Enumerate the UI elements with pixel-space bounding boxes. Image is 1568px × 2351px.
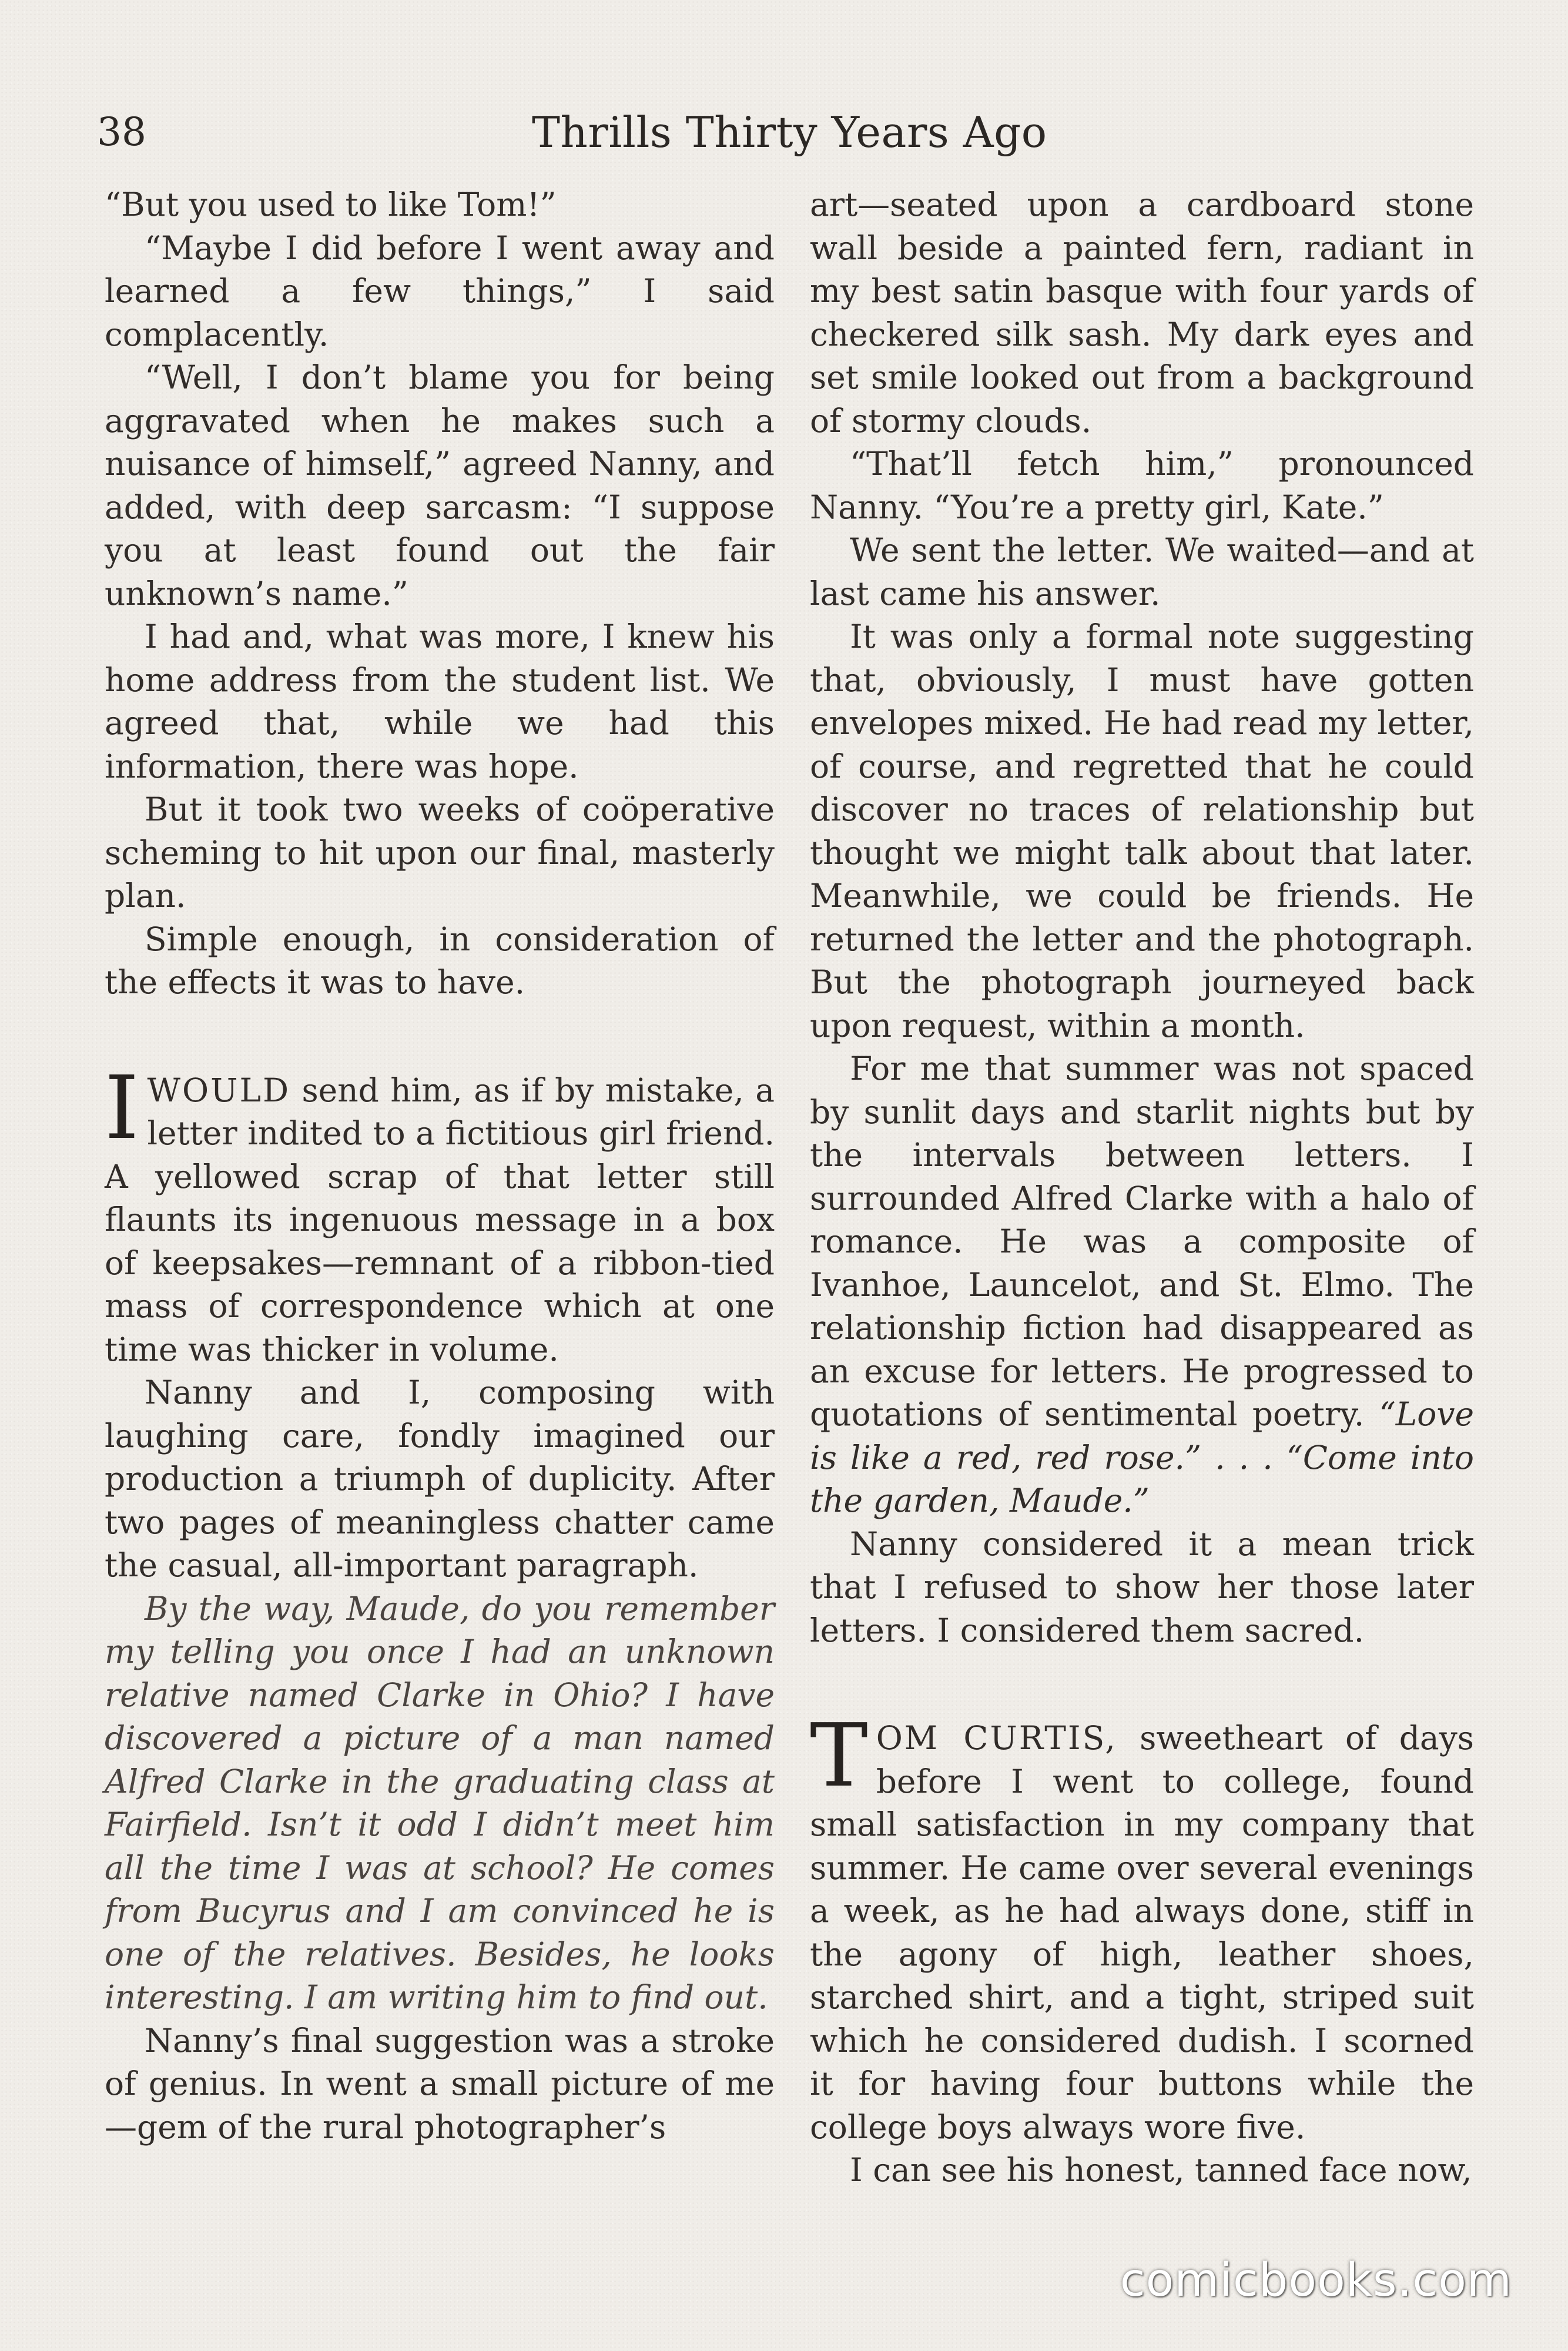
drop-cap: T (810, 1705, 868, 1806)
paragraph: art—seated upon a cardboard stone wall beside a painted fern, radiant in my best satin basque with four yards of checkered silk sash. My dark eyes and set smile looked out from a background of stormy clouds. (810, 186, 1474, 440)
right-column (810, 183, 1474, 2192)
paragraph-text: sweetheart of days before I went to college, found small satisfaction in my company that summer. He came over several evenings a week, as he had always done, stiff in the agony of high, leather shoes, starched shirt, and a tight, striped suit which he considered dudish. I scorned it for having four buttons while the college boys always wore five. (810, 1719, 1474, 2146)
paragraph: It was only a formal note suggesting that, obviously, I must have gotten envelopes mixed. He had read my letter, of course, and regretted that he could discover no traces of relationship but thought we might talk about that later. Meanwhile, we could be friends. He returned the letter and the photograph. But the photograph journeyed back upon request, within a month. (810, 618, 1474, 1044)
paragraph: “Well, I don’t blame you for being aggravated when he makes such a nuisance of himself,” agreed Nanny, and added, with deep sarcasm: “I suppose you at least found out the fair unknown’s name.” (105, 359, 775, 612)
paragraph-text: For me that summer was not spaced by sunlit days and starlit nights but by the intervals between letters. I surrounded Alfred Clarke with a halo of romance. He was a composite of Ivanhoe, Launcelot, and St. Elmo. The relationship fiction had disappeared as an excuse for letters. He progressed to quotations of sentimental poetry. (810, 1050, 1474, 1433)
paragraph: We sent the letter. We waited—and at last came his answer. (810, 531, 1474, 612)
running-head (97, 97, 1047, 168)
paragraph: I had and, what was more, I knew his home address from the student list. We agreed that, while we had this information, there was hope. (105, 618, 775, 785)
drop-cap: I (105, 1057, 139, 1158)
paragraph: “Maybe I did before I went away and learned a few things,” I said complacently. (105, 229, 775, 353)
poetry-quotation: “Love is like a red, red rose.” . . . “Come into the garden, Maude.” (810, 1395, 1474, 1519)
paragraph: I can see his honest, tanned face now, (850, 2151, 1472, 2189)
paragraph: But it took two weeks of coöperative scheming to hit upon our final, masterly plan. (105, 791, 775, 915)
quoted-letter: By the way, Maude, do you remember my telling you once I had an unknown relative named Clarke in Ohio? I have discovered a picture of a man named Alfred Clarke in the graduating class at Fairfield. Isn’t it odd I didn’t meet him all the time I was at school? He comes from Bucyrus and I am convinced he is one of the relatives. Besides, he looks interesting. I am writing him to find out. (105, 1589, 775, 2016)
paragraph: “That’ll fetch him,” pronounced Nanny. “You’re a pretty girl, Kate.” (810, 445, 1474, 526)
small-caps-lead: OM CURTIS, (876, 1719, 1117, 1757)
paragraph: Nanny and I, composing with laughing care, fondly imagined our production a triumph of duplicity. After two pages of meaningless chatter came the casual, all-important paragraph. (105, 1374, 775, 1584)
paragraph: Nanny considered it a mean trick that I refused to show her those later letters. I considered them sacred. (810, 1525, 1474, 1649)
paragraph (810, 1047, 1474, 1523)
paragraph: “But you used to like Tom!” (105, 186, 557, 223)
small-caps-lead: WOULD (147, 1071, 291, 1109)
running-title: Thrills Thirty Years Ago (532, 108, 1047, 157)
section-opening-paragraph (105, 1057, 775, 1372)
page-number: 38 (97, 109, 146, 155)
paragraph: Simple enough, in consideration of the effects it was to have. (105, 920, 775, 1001)
paragraph: Nanny’s final suggestion was a stroke of genius. In went a small picture of me—gem of the rural photographer’s (105, 2021, 775, 2146)
section-opening-paragraph (810, 1705, 1474, 2149)
paragraph-text: send him, as if by mistake, a letter indited to a fictitious girl friend. A yellowed scrap of that letter still flaunts its ingenuous message in a box of keepsakes—remnant of a ribbon-tied mass of correspondence which at one time was thicker in volume. (105, 1071, 775, 1368)
site-watermark: comicbooks.com (1120, 2254, 1512, 2307)
left-column (105, 183, 775, 2149)
